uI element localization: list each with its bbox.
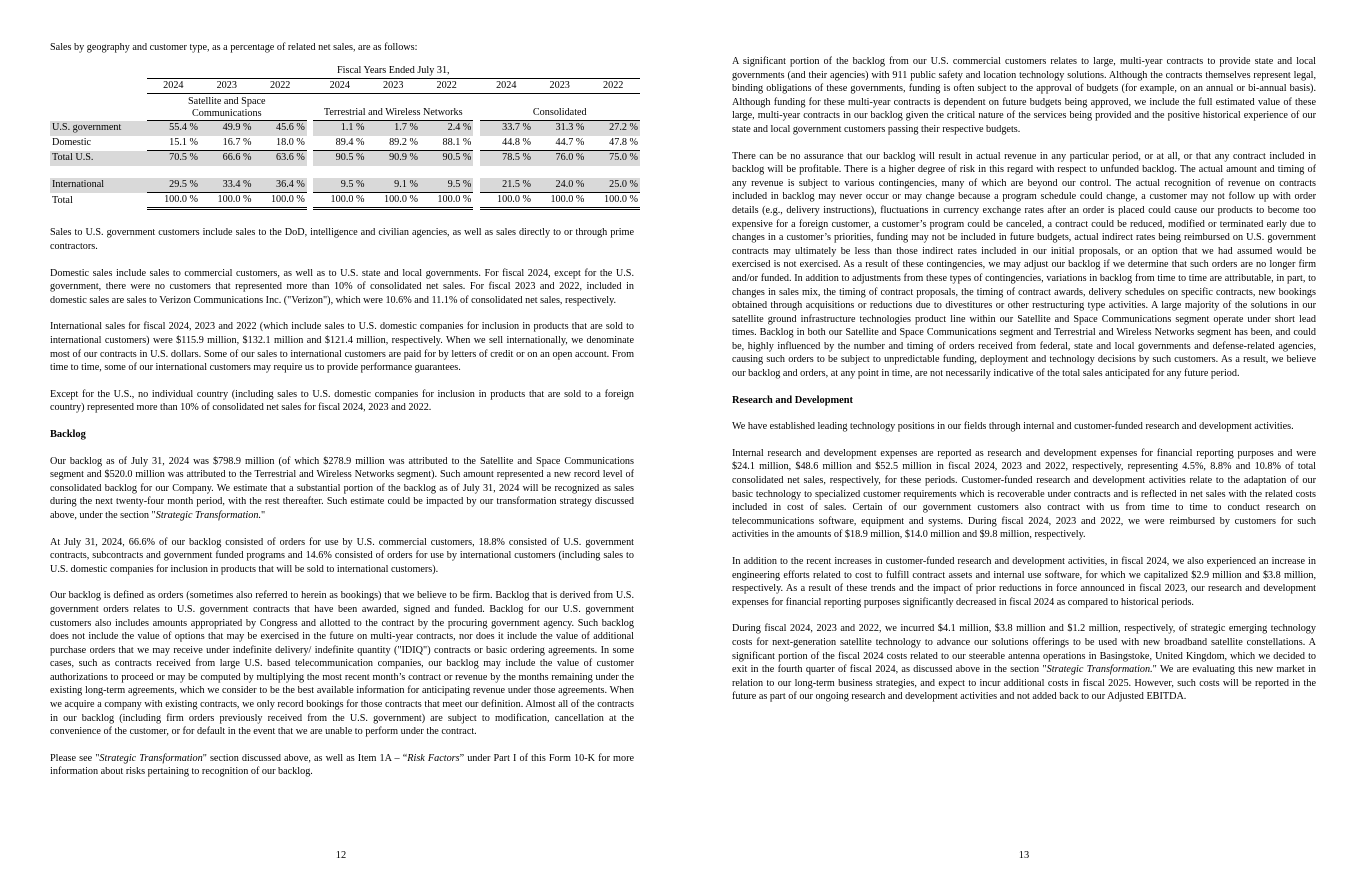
paragraph-domestic: Domestic sales include sales to commercial customers, as well as to U.S. state and local governments. For fiscal 2024, except for the U.S. government, there were no customers that represented more than 10% of consolidated net sales. For fiscal 2023 and 2022, included in domestic sales are sales to Verizon Communications Inc. ("Verizon"), which were 10.6% and 11.1% of consolidated net sales, respectively. (50, 267, 634, 306)
paragraph-rd-1: We have established leading technology positions in our fields through internal and customer-funded research and development activities. (732, 421, 1294, 433)
table-cell: 21.5 % (480, 178, 533, 193)
row-label: Total U.S. (50, 151, 147, 166)
paragraph-government: Sales to U.S. government customers include sales to the DoD, intelligence and civilian agencies, as well as sales directly to or through prime contractors. (50, 227, 634, 253)
table-cell: 45.6 % (253, 121, 306, 136)
table-cell: 100.0 % (147, 193, 200, 209)
paragraph-backlog-assurance: There can be no assurance that our backlog will result in actual revenue in any particular period, or at all, or that any contract included in backlog will be profitable. There is a higher degree of risk in this regard with respect to unfunded backlog. The actual amount and timing of any revenue is subject to various contingencies, many of which are beyond our control. The actual recognition of revenue on contracts included in backlog may never occur or may change because a program schedule could change, a customer may not follow up with order details (e.g., delivery instructions), fluctuations in currency exchange rates after an order is placed could cause our products to become too expensive for a foreign customer, a customer’s program could be canceled, a contract could be reduced, modified or terminated early due to changes in a customer’s priorities, funding may not be included in future budgets, actual indirect rates being reimbursed on U.S. government contracts may ultimately be less than those indirect rates included in our initial proposals, or an option that we had assumed would be exercised is not exercised. As a result of these contingencies, we may adjust our backlog if we determine that such orders are no longer firm and/or funded. In addition to adjustments from these types of contingencies, variations in backlog from time to time are attributable, in part, to changes in sales mix, the timing of contract proposals, the timing of contract awards, delivery schedules on specific contracts, new bookings obtained through acquisitions or reductions due to divestitures or other restructuring type activities. A large majority of the solutions in our satellite ground infrastructure technologies product line within our Satellite and Space Communications segment operate under short lead times. Backlog in both our Satellite and Space Communications segment and Terrestrial and Wireless Networks segment has been, and could be, highly influenced by the number and timing of orders received from federal, state and local governments and defense-related agencies, causing such orders to be subject to unpredictable funding, deployment and technology decisions by such customers. As a result, we believe our backlog and orders, at any point in time, are not necessarily indicative of the total sales anticipated for any future period. (732, 150, 1316, 380)
page-12 (0, 0, 682, 889)
year-header: 2022 (253, 79, 306, 94)
right-column (732, 55, 1316, 717)
table-cell: 9.1 % (367, 178, 420, 193)
table-cell: 100.0 % (367, 193, 420, 209)
year-header: 2023 (367, 79, 420, 94)
text-run: " We are evaluating this new market in relation to our long-term business strategies, and expect to incur additional costs in fiscal 2025. However, such costs will be reported in the future as part of our ongoing research and development activities and not added back to our Adjusted EBITDA. (732, 664, 1316, 703)
page-number: 12 (335, 850, 347, 861)
table-cell: 75.0 % (586, 151, 640, 166)
table-cell: 90.5 % (313, 151, 366, 166)
table-cell: 27.2 % (586, 121, 640, 136)
segment-satellite-line2: Communications (191, 108, 262, 120)
paragraph-rd-3: In addition to the recent increases in customer-funded research and development activities, in fiscal 2024, we also experienced an increase in engineering efforts related to cost to fulfill contract assets and internal use software, for which we capitalized $2.9 million and $3.8 million, respectively. As a result of these trends and the impact of prior reductions in force announced in fiscal 2023, our research and development expenses for financial reporting purposes significantly decreased in fiscal 2024 as compared to historical periods. (732, 556, 1316, 608)
sales-geography-table (50, 64, 640, 211)
table-cell: 29.5 % (147, 178, 200, 193)
table-cell: 100.0 % (200, 193, 253, 209)
table-cell: 55.4 % (147, 121, 200, 136)
table-row (50, 178, 640, 193)
paragraph-rd-2: Internal research and development expenses are reported as research and development expenses for financial reporting purposes and were $24.1 million, $48.6 million and $52.5 million in fiscal 2024, 2023 and 2022, respectively, representing 4.5%, 8.8% and 10.8% of total consolidated net sales, respectively, for these periods. Customer-funded research and development activities relate to the adaptation of our basic technology to specialized customer requirements which is recoverable under contracts and is reflected in net sales with the related costs included in cost of sales. Certain of our government customers also contract with us from time to time to conduct research on telecommunications software, equipment and systems. During fiscal 2024, 2023 and 2022, we were reimbursed by customers for such activities in the amounts of $18.9 million, $14.0 million and $9.8 million, respectively. (732, 447, 1316, 541)
table-cell: 24.0 % (533, 178, 586, 193)
segment-satellite-line1: Satellite and Space (188, 96, 266, 108)
research-development-heading: Research and Development (732, 394, 854, 406)
emphasis-text: Strategic Transformation (99, 752, 203, 764)
paragraph-commercial-backlog: A significant portion of the backlog from our U.S. commercial customers relates to large, multi-year contracts to provide state and local governments (and their agencies) with 911 public safety and location technology solutions. Although the contracts themselves represent legal, binding obligations of these governments, funding is often subject to the approval of budgets (for example, on an annual or bi-annual basis). Although funding for these multi-year contracts is dependent on future budgets being approved, we include the full estimated value of these large, multi-year contracts in our backlog given the critical nature of the services being provided and the positive historical experience of our state and local government customers passing their respective budgets. (732, 56, 1316, 135)
table-cell: 89.4 % (313, 136, 366, 151)
table-cell: 100.0 % (253, 193, 306, 209)
year-header: 2024 (313, 79, 366, 94)
segment-consolidated: Consolidated (480, 94, 640, 121)
table-cell: 70.5 % (147, 151, 200, 166)
row-label: Domestic (52, 137, 92, 149)
table-cell: 49.9 % (200, 121, 253, 136)
year-header: 2024 (480, 79, 533, 94)
table-cell: 89.2 % (367, 136, 420, 151)
paragraph-except: Except for the U.S., no individual country (including sales to U.S. domestic companies for inclusion in products that are sold to a foreign country) represented more than 10% of consolidated net sales for fiscal 2024, 2023 and 2022. (50, 388, 634, 414)
year-header: 2023 (533, 79, 586, 94)
year-header: 2024 (147, 79, 200, 94)
page-number: 13 (1018, 850, 1030, 861)
paragraph-backlog-2: At July 31, 2024, 66.6% of our backlog consisted of orders for use by U.S. commercial customers, 18.8% consisted of U.S. government contracts, subcontracts and government funded programs and 14.6% consisted of orders for use by international customers (including sales to U.S. domestic companies for inclusion in products that will be sold to international customers). (50, 536, 634, 575)
table-cell: 66.6 % (200, 151, 253, 166)
segment-terrestrial: Terrestrial and Wireless Networks (313, 94, 473, 121)
table-cell: 100.0 % (586, 193, 640, 209)
fiscal-years-header: Fiscal Years Ended July 31, (336, 64, 450, 76)
table-row (50, 136, 640, 151)
table-cell: 9.5 % (420, 178, 473, 193)
table-cell: 90.9 % (367, 151, 420, 166)
table-cell: 18.0 % (253, 136, 306, 151)
emphasis-text: Strategic Transformation. (1046, 664, 1153, 676)
table-cell: 76.0 % (533, 151, 586, 166)
table-cell: 88.1 % (420, 136, 473, 151)
year-header: 2023 (200, 79, 253, 94)
table-cell: 1.1 % (313, 121, 366, 136)
paragraph-rd-4 (732, 622, 1316, 704)
table-cell: 90.5 % (420, 151, 473, 166)
year-header-row (50, 79, 640, 94)
table-cell: 16.7 % (200, 136, 253, 151)
text-run: Please see " (50, 752, 100, 764)
table-row (50, 121, 640, 136)
paragraph-international: International sales for fiscal 2024, 2023 and 2022 (which include sales to U.S. domestic companies for inclusion in products that are sold to international customers) were $115.9 million, $132.1 million and $121.4 million, respectively. When we sell internationally, we denominate most of our contracts in U.S. dollars. Some of our sales to international customers are paid for by letters of credit or on an open account. From time to time, some of our international customers may require us to provide performance guarantees. (50, 321, 634, 374)
table-row (50, 193, 640, 209)
table-cell: 33.4 % (200, 178, 253, 193)
text-run: " section discussed above, as well as Item 1A – “ (202, 752, 408, 764)
page-13 (683, 0, 1365, 889)
geo-intro: Sales by geography and customer type, as a percentage of related net sales, are as follows: (50, 42, 418, 53)
table-cell: 31.3 % (533, 121, 586, 136)
table-cell: 100.0 % (480, 193, 533, 209)
row-label: International (50, 178, 147, 193)
paragraph-backlog-1 (50, 455, 634, 523)
left-column (50, 41, 638, 792)
text-run: " (261, 509, 266, 521)
emphasis-text: Strategic Transformation. (155, 509, 262, 521)
row-label: Total (52, 194, 73, 206)
table-cell: 78.5 % (480, 151, 533, 166)
table-cell: 63.6 % (253, 151, 306, 166)
text-run: ” under Part I of this Form 10-K for more information about risks pertaining to recognition of our backlog. (50, 752, 634, 778)
table-cell: 100.0 % (313, 193, 366, 209)
text-run: During fiscal 2024, 2023 and 2022, we incurred $4.1 million, $3.8 million and $1.2 million, respectively, of strategic emerging technology costs for next-generation satellite technology to advance our solutions offerings to be used with new broadband satellite constellations. A significant portion of the fiscal 2024 costs related to our steerable antenna operations in Basingstoke, United Kingdom, which we decided to exit in the fourth quarter of fiscal 2024, as discussed above in the section " (732, 623, 1316, 676)
table-cell: 100.0 % (533, 193, 586, 209)
table-cell: 1.7 % (367, 121, 420, 136)
table-cell: 100.0 % (420, 193, 473, 209)
paragraph-see (50, 752, 634, 779)
year-header: 2022 (420, 79, 473, 94)
segment-satellite (147, 94, 307, 121)
backlog-heading: Backlog (50, 428, 86, 440)
segment-header-row (50, 94, 640, 121)
table-cell: 9.5 % (313, 178, 366, 193)
table-cell: 2.4 % (420, 121, 473, 136)
paragraph-backlog-3: Our backlog is defined as orders (sometimes also referred to herein as bookings) that we believe to be firm. Backlog that is derived from U.S. government orders relates to U.S. government contracts that have been awarded, signed and funded. Backlog for our U.S. government customers also includes amounts appropriated by Congress and allotted to the contract by the procuring government agency. Such backlog does not include the value of options that may be exercised in the future on multi-year contracts, nor does it include the value of additional purchase orders that we may receive under indefinite delivery/ indefinite quantity ("IDIQ") contracts or basic ordering agreements. In some cases, such as contracts received from large U.S. based telecommunication companies, our backlog may include the value of customer authorizations to proceed or may be computed by multiplying the most recent month’s contract or revenue by the months remaining under the existing long-term agreements, which we consider to be the best available information for anticipating revenue under those agreements. When we acquire a company with existing contracts, we only record bookings for those contracts that meet our definition. Almost all of the contracts in our backlog (including firm orders previously received from the U.S. government) are subject to modification, cancellation at the convenience of the customer, or for default in the event that we are unable to perform under the contract. (50, 590, 634, 738)
table-cell: 36.4 % (253, 178, 306, 193)
year-header: 2022 (586, 79, 640, 94)
table-cell: 33.7 % (480, 121, 533, 136)
table-cell: 44.7 % (533, 136, 586, 151)
emphasis-text: Risk Factors (407, 752, 460, 764)
table-cell: 15.1 % (147, 136, 200, 151)
table-row (50, 151, 640, 166)
row-label: U.S. government (50, 121, 147, 136)
text-run: Our backlog as of July 31, 2024 was $798.9 million (of which $278.9 million was attributed to the Satellite and Space Communications segment and $520.0 million was attributed to the Terrestrial and Wireless Networks segment). Such amount represented a new record level of consolidated backlog for our Company. We estimate that a substantial portion of the backlog as of July 31, 2024 will be recognized as sales during the next twenty-four month period, with the rest thereafter. Such estimate could be impacted by our transformation strategy discussed above, under the section " (50, 455, 634, 521)
table-cell: 44.8 % (480, 136, 533, 151)
table-cell: 47.8 % (586, 136, 640, 151)
table-cell: 25.0 % (586, 178, 640, 193)
